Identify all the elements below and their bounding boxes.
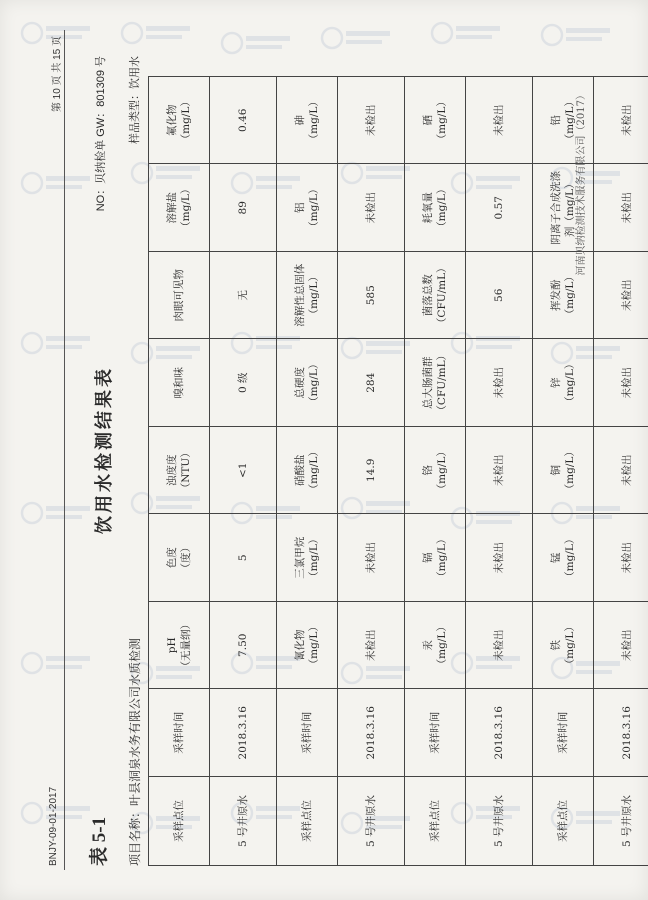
- header-cell: 采样点位: [277, 777, 338, 866]
- value-cell: 未检出: [338, 164, 405, 252]
- value-cell: 0.57: [466, 164, 533, 252]
- project-label: 项目名称：: [128, 805, 142, 866]
- header-cell: 砷 （mg/L）: [277, 77, 338, 165]
- value-cell: 未检出: [594, 164, 648, 252]
- value-cell: 2018.3.16: [338, 689, 405, 777]
- header-cell: 铅 （mg/L）: [533, 77, 594, 165]
- header-cell: 铝 （mg/L）: [277, 164, 338, 252]
- value-cell: 5 号井原水: [210, 777, 277, 866]
- value-cell: 2018.3.16: [594, 689, 648, 777]
- header-cell: 采样点位: [149, 777, 210, 866]
- header-cell: pH （无量纲）: [149, 602, 210, 690]
- value-cell: 未检出: [594, 339, 648, 427]
- value-cell: 5 号井原水: [594, 777, 648, 866]
- value-cell: 5 号井原水: [338, 777, 405, 866]
- value-cell: 14.9: [338, 427, 405, 515]
- project-name: [126, 638, 143, 866]
- header-cell: 挥发酚 （mg/L）: [533, 252, 594, 340]
- value-cell: 未检出: [594, 602, 648, 690]
- value-cell: 2018.3.16: [210, 689, 277, 777]
- value-cell: <1: [210, 427, 277, 515]
- header-cell: 铬 （mg/L）: [405, 427, 466, 515]
- value-cell: 未检出: [466, 77, 533, 165]
- header-cell: 色度 （度）: [149, 514, 210, 602]
- header-cell: 嗅和味: [149, 339, 210, 427]
- header-cell: 硒 （mg/L）: [405, 77, 466, 165]
- value-cell: 284: [338, 339, 405, 427]
- value-cell: 未检出: [466, 339, 533, 427]
- value-cell: 2018.3.16: [466, 689, 533, 777]
- header-cell: 铜 （mg/L）: [533, 427, 594, 515]
- header-cell: 阴离子合成洗涤剂（mg/L）: [533, 164, 594, 252]
- value-cell: 未检出: [466, 427, 533, 515]
- header-rule: [64, 30, 65, 870]
- value-cell: 未检出: [594, 77, 648, 165]
- value-cell: 未检出: [338, 77, 405, 165]
- value-cell: 0.46: [210, 77, 277, 165]
- value-cell: 0 级: [210, 339, 277, 427]
- value-cell: 5 号井原水: [466, 777, 533, 866]
- header-cell: 总硬度 （mg/L）: [277, 339, 338, 427]
- table-row: [338, 77, 405, 866]
- header-cell: 三氯甲烷 （mg/L）: [277, 514, 338, 602]
- value-cell: 56: [466, 252, 533, 340]
- value-cell: 未检出: [594, 427, 648, 515]
- header-cell: 铁 （mg/L）: [533, 602, 594, 690]
- value-cell: 未检出: [466, 602, 533, 690]
- value-cell: 未检出: [594, 514, 648, 602]
- rotated-report-page: [44, 30, 633, 870]
- header-cell: 汞 （mg/L）: [405, 602, 466, 690]
- report-number: NO：贝纳检单 GW：801309 号: [95, 56, 107, 212]
- header-cell: 菌落总数 （CFU/mL）: [405, 252, 466, 340]
- header-cell: 浊度度 （NTU）: [149, 427, 210, 515]
- header-cell: 采样点位: [533, 777, 594, 866]
- value-cell: 5: [210, 514, 277, 602]
- header-cell: 采样时间: [277, 689, 338, 777]
- value-cell: 未检出: [466, 514, 533, 602]
- header-cell: 采样时间: [149, 689, 210, 777]
- header-cell: 硝酸盐 （mg/L）: [277, 427, 338, 515]
- value-cell: 7.50: [210, 602, 277, 690]
- header-cell: 肉眼可见物: [149, 252, 210, 340]
- page-footer: [572, 30, 587, 870]
- header-cell: 溶解性总固体 （mg/L）: [277, 252, 338, 340]
- table-row: [594, 77, 648, 866]
- header-cell: 氟化物 （mg/L）: [149, 77, 210, 165]
- value-cell: 未检出: [594, 252, 648, 340]
- project-value: 叶县洞泉水务有限公司水质检测: [128, 637, 142, 806]
- table-label: 表 5-1: [89, 816, 110, 866]
- table-header-row: [149, 77, 210, 866]
- table-header-row: [277, 77, 338, 866]
- company-footer: 河南贝纳检测技术服务有限公司（2017）: [576, 90, 587, 276]
- value-cell: 585: [338, 252, 405, 340]
- header-cell: 耗氧量 （mg/L）: [405, 164, 466, 252]
- header-cell: 镉 （mg/L）: [405, 514, 466, 602]
- page-title: 饮用水检测结果表: [94, 366, 115, 534]
- table-row: [210, 77, 277, 866]
- header-cell: 采样点位: [405, 777, 466, 866]
- page-number: 第 10 页 共 15 页: [52, 36, 63, 113]
- value-cell: 未检出: [338, 602, 405, 690]
- table-row: [466, 77, 533, 866]
- document-code: BNJY-09-01-2017: [48, 786, 59, 866]
- header-cell: 溶解盐 （mg/L）: [149, 164, 210, 252]
- value-cell: 未检出: [338, 514, 405, 602]
- value-cell: 89: [210, 164, 277, 252]
- header-cell: 采样时间: [405, 689, 466, 777]
- header-cell: 锰 （mg/L）: [533, 514, 594, 602]
- sample-type: 样品类型：饮用水: [128, 56, 141, 144]
- header-cell: 总大肠菌群 （CFU/mL）: [405, 339, 466, 427]
- value-cell: 无: [210, 252, 277, 340]
- header-cell: 采样时间: [533, 689, 594, 777]
- table-header-row: [405, 77, 466, 866]
- header-cell: 锌 （mg/L）: [533, 339, 594, 427]
- header-cell: 氰化物 （mg/L）: [277, 602, 338, 690]
